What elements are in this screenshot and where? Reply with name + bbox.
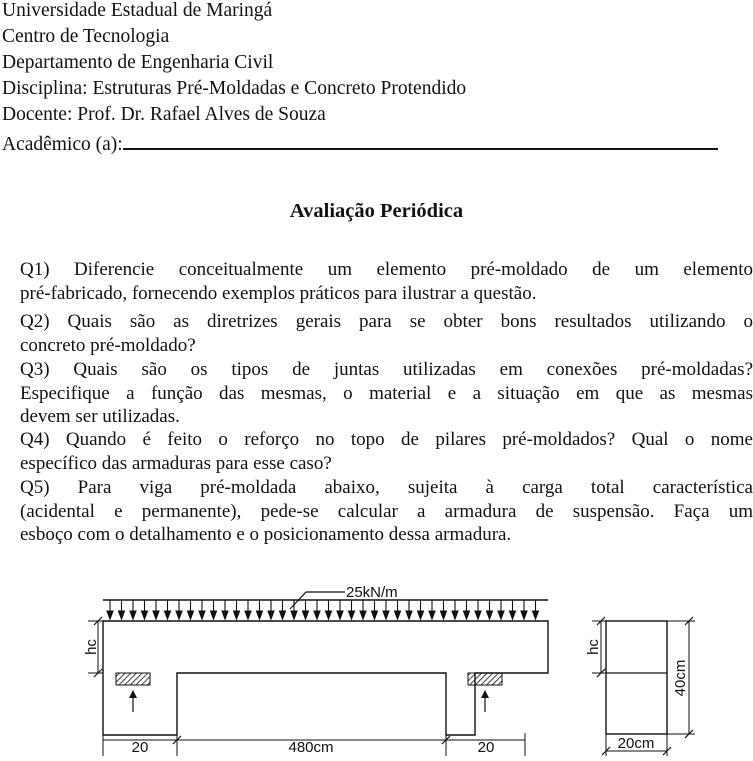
right-reaction-arrow [481,690,489,712]
load-label: 25kN/m [346,584,398,601]
teacher-line: Docente: Prof. Dr. Rafael Alves de Souza [2,104,326,125]
question-q5: Q5) Para viga pré-moldada abaixo, sujeita à carga total característica (acidental e permanente), pede-se calcular a armadura de suspensão. Faça um esboço com o detalhamento e o posicionamento dessa armadura. [20,477,753,546]
right-support-pad [468,673,502,685]
left-support-pad [116,673,150,685]
load-arrow [452,600,458,619]
dim-left-label: 20 [131,739,149,756]
hc-label-section: hc [585,639,602,655]
question-q3: Q3) Quais são os tipos de juntas utilizadas em conexões pré-moldadas? Especifique a função das mesmas, o material e a situação em que as mesmas devem ser utilizadas. [20,359,753,428]
university-name: Universidade Estadual de Maringá [2,0,273,21]
load-arrow [153,600,159,619]
load-arrow [326,600,332,619]
load-arrow [245,600,251,619]
load-arrow [107,600,113,619]
hc-dimension-beam [83,617,103,677]
load-arrow [222,600,228,619]
dim-right-label: 20 [477,739,495,756]
load-arrow [383,600,389,619]
load-arrow [280,600,286,619]
load-arrow [498,600,504,619]
question-q1: Q1) Diferencie conceitualmente um elemento pré-moldado de um elemento pré-fabricado, fornecendo exemplos práticos para ilustrar a questão. [20,259,753,304]
load-arrow [464,600,470,619]
load-arrow [130,600,136,619]
load-arrow [441,600,447,619]
load-arrow [268,600,274,619]
section-width-label: 20cm [617,735,655,752]
load-arrow [337,600,343,619]
load-arrow [199,600,205,619]
load-arrow [349,600,355,619]
question-q2: Q2) Quais são as diretrizes gerais para se obter bons resultados utilizando o concreto pré-moldado? [20,311,753,356]
load-arrow [176,600,182,619]
load-arrow [418,600,424,619]
student-label: Acadêmico (a): [2,134,123,155]
discipline-line: Disciplina: Estruturas Pré-Moldadas e Concreto Protendido [2,78,467,99]
load-arrow [257,600,263,619]
load-arrow [119,600,125,619]
department-name: Departamento de Engenharia Civil [2,52,274,73]
question-q4: Q4) Quando é feito o reforço no topo de pilares pré-moldados? Qual o nome específico das armaduras para esse caso? [20,429,753,474]
section-height-label: 40cm [672,659,689,697]
load-arrow [533,600,539,619]
hc-label-beam: hc [83,639,100,655]
load-arrow [521,600,527,619]
load-arrow [372,600,378,619]
load-arrow [395,600,401,619]
load-arrow [487,600,493,619]
load-arrow [429,600,435,619]
left-reaction-arrow [129,690,137,712]
load-arrow [360,600,366,619]
load-arrow [303,600,309,619]
dim-span-label: 480cm [288,739,334,756]
center-name: Centro de Tecnologia [2,26,170,47]
load-arrow [406,600,412,619]
load-arrow [165,600,171,619]
load-arrow [475,600,481,619]
section-outline [606,621,667,734]
load-arrow [314,600,320,619]
bottom-dimension [103,733,525,756]
page-title: Avaliação Periódica [289,200,464,222]
load-arrow [234,600,240,619]
load-arrow [510,600,516,619]
cross-section [585,617,695,756]
distributed-load [103,584,548,619]
load-arrow [188,600,194,619]
load-arrow [211,600,217,619]
load-arrow [142,600,148,619]
